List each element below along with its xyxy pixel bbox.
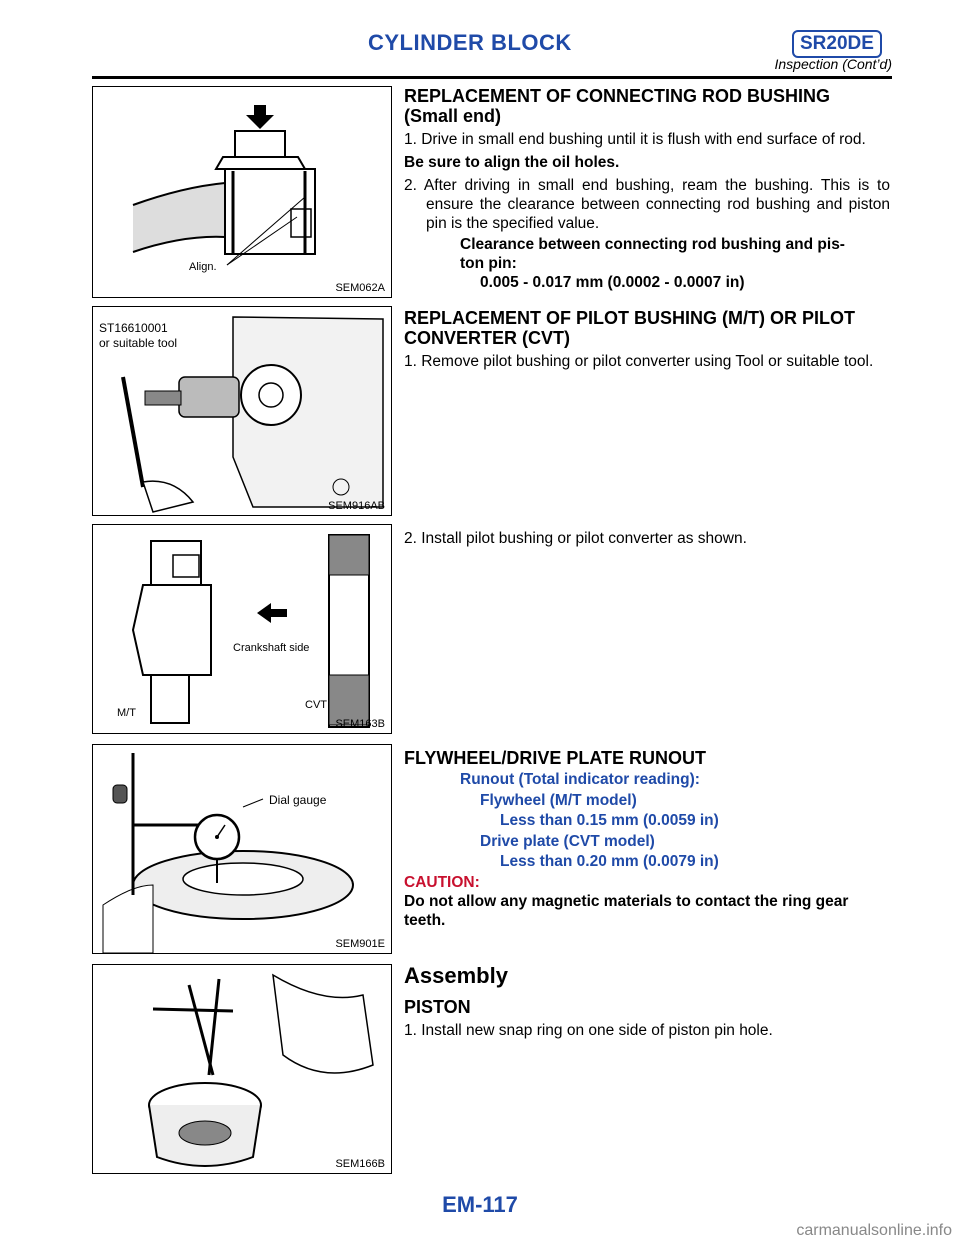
watermark: carmanualsonline.info [796, 1222, 952, 1239]
flywheel-value: Less than 0.15 mm (0.0059 in) [500, 812, 719, 829]
heading-pilot-converter: CONVERTER (CVT) [404, 328, 570, 348]
drive-plate-label: Drive plate (CVT model) [480, 832, 655, 850]
figure-code: SEM916AB [328, 500, 385, 512]
page-subtitle: Inspection (Cont’d) [774, 56, 892, 72]
note-align-holes: Be sure to align the oil holes. [404, 154, 620, 171]
figure-dial-gauge [92, 744, 392, 954]
section-flywheel-runout [404, 748, 890, 930]
heading-pilot-bushing: REPLACEMENT OF PILOT BUSHING (M/T) OR PILOT [404, 308, 855, 328]
heading-flywheel-runout: FLYWHEEL/DRIVE PLATE RUNOUT [404, 748, 707, 768]
figure-bushing-press [92, 86, 392, 298]
section-install-pilot [404, 529, 890, 548]
drive-plate-value: Less than 0.20 mm (0.0079 in) [500, 853, 719, 870]
figure-piston-snap-ring [92, 964, 392, 1174]
heading-small-end: (Small end) [404, 106, 502, 126]
pilot-install-illustration [93, 525, 391, 733]
step-install-snap-ring: 1. Install new snap ring on one side of piston pin hole. [404, 1022, 773, 1039]
figure-pilot-bushing-tool [92, 306, 392, 516]
section-rod-bushing [404, 86, 890, 292]
section-assembly [404, 963, 890, 1040]
tool-number-label: ST16610001 [99, 321, 168, 335]
section-title: CYLINDER BLOCK [368, 30, 572, 55]
piston-snap-ring-illustration [93, 965, 391, 1173]
figure-code: SEM166B [335, 1158, 385, 1170]
step-ream-bushing: 2. After driving in small end bushing, ream the bushing. This is to ensure the clearance between connecting rod bushing and piston pin is the specified value. [404, 177, 890, 232]
bushing-press-illustration [93, 87, 391, 297]
crankshaft-side-label: Crankshaft side [233, 642, 310, 654]
caution-label: CAUTION: [404, 873, 480, 891]
runout-label: Runout (Total indicator reading): [460, 771, 700, 788]
mt-label: M/T [117, 707, 136, 719]
heading-piston: PISTON [404, 997, 471, 1017]
dial-gauge-illustration [93, 745, 391, 953]
header-rule [92, 76, 892, 79]
clearance-value: 0.005 - 0.017 mm (0.0002 - 0.0007 in) [480, 274, 745, 291]
heading-rod-bushing: REPLACEMENT OF CONNECTING ROD BUSHING [404, 86, 831, 106]
tool-alt-label: or suitable tool [99, 336, 178, 350]
cvt-label: CVT [305, 699, 327, 711]
section-pilot-bushing [404, 308, 890, 371]
figure-code: SEM163B [335, 718, 385, 730]
engine-model-badge: SR20DE [792, 30, 882, 58]
figure-pilot-install [92, 524, 392, 734]
figure-code: SEM901E [335, 938, 385, 950]
caution-text: Do not allow any magnetic materials to contact the ring gear teeth. [404, 892, 849, 929]
figure-code: SEM062A [335, 282, 385, 294]
step-drive-bushing: 1. Drive in small end bushing until it is flush with end surface of rod. [404, 131, 866, 148]
align-label: Align. [189, 261, 217, 273]
step-install-pilot: 2. Install pilot bushing or pilot converter as shown. [404, 530, 747, 547]
flywheel-label: Flywheel (M/T model) [480, 791, 637, 809]
clearance-label-2: ton pin: [460, 255, 517, 272]
heading-assembly: Assembly [404, 963, 508, 988]
clearance-label-1: Clearance between connecting rod bushing and pis- [460, 236, 845, 253]
page-number: EM-117 [442, 1192, 518, 1217]
step-remove-pilot: 1. Remove pilot bushing or pilot converter using Tool or suitable tool. [404, 353, 874, 370]
dial-gauge-label: Dial gauge [269, 793, 327, 807]
